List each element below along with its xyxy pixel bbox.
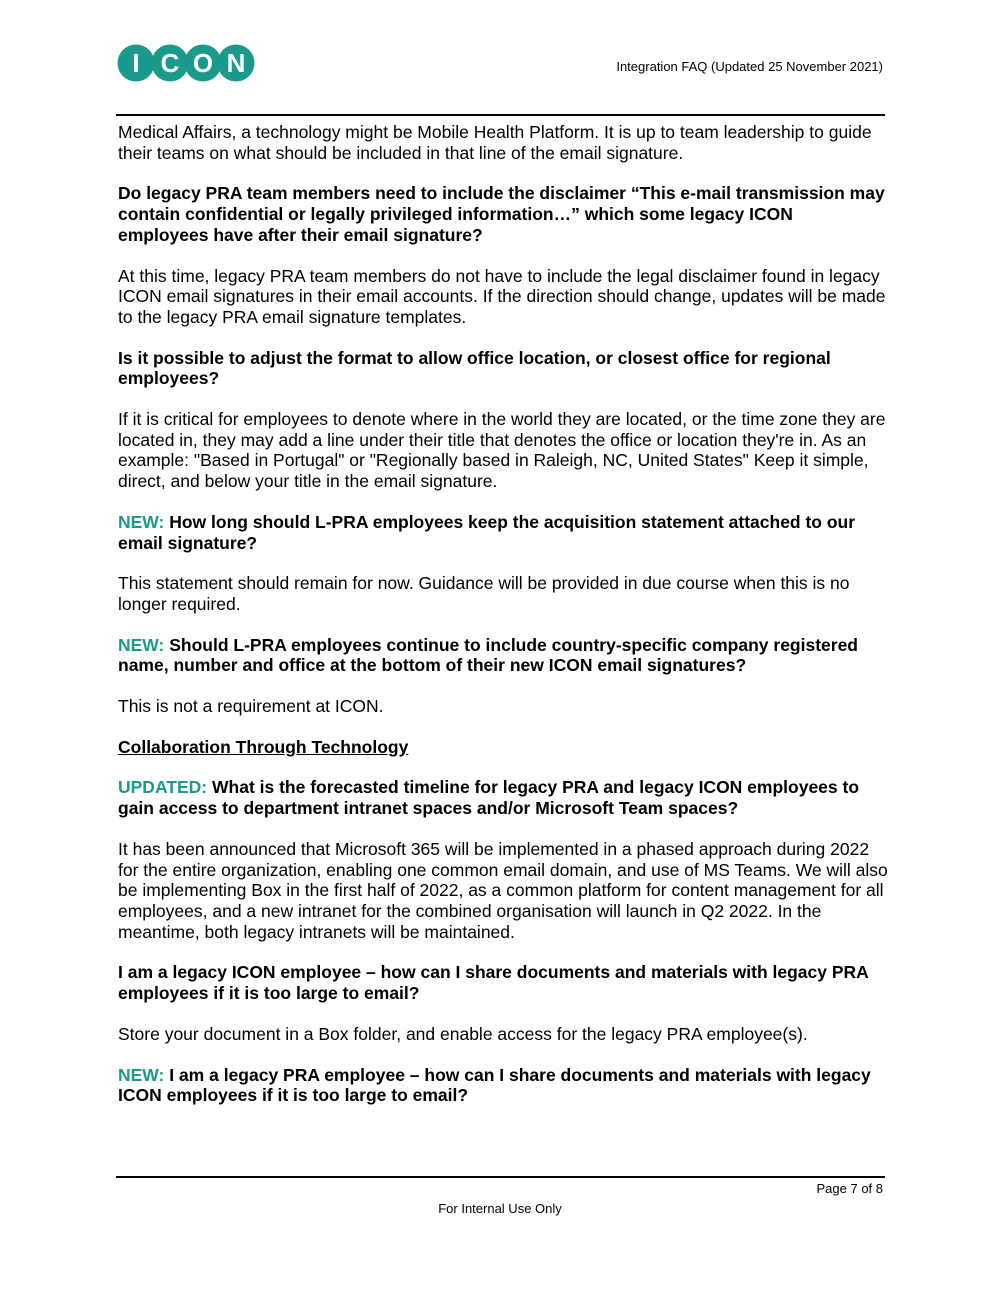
page-content	[118, 122, 888, 1126]
section-heading: Collaboration Through Technology	[118, 736, 409, 757]
question-pra-share-docs	[118, 1065, 888, 1106]
answer-icon-share-docs: Store your document in a Box folder, and enable access for the legacy PRA employee(s).	[118, 1023, 808, 1044]
question-text: I am a legacy PRA employee – how can I share documents and materials with legacy ICON employees if it is too large to email?	[118, 1064, 871, 1106]
header-divider	[116, 114, 885, 116]
new-tag: NEW:	[118, 1064, 165, 1085]
logo-letter: I	[132, 48, 140, 78]
footer-divider	[116, 1176, 885, 1178]
logo-letter: C	[160, 48, 180, 78]
question-disclaimer: Do legacy PRA team members need to include the disclaimer “This e-mail transmission may contain confidential or legally privileged information…” which some legacy ICON employees have after their email signature?	[118, 183, 885, 245]
icon-logo	[117, 44, 255, 82]
question-intranet-timeline	[118, 777, 888, 818]
question-icon-share-docs: I am a legacy ICON employee – how can I share documents and materials with legacy PRA employees if it is too large to email?	[118, 962, 869, 1004]
internal-use-label: For Internal Use Only	[438, 1201, 562, 1216]
question-registered-name	[118, 635, 888, 676]
question-text: Should L-PRA employees continue to include country-specific company registered name, number and office at the bottom of their new ICON email signatures?	[118, 634, 858, 676]
question-acquisition-statement	[118, 512, 888, 553]
answer-office-location: If it is critical for employees to denote where in the world they are located, or the time zone they are located in, they may add a line under their title that denotes the office or location they're in. As an example: "Based in Portugal" or "Regionally based in Raleigh, NC, United States" Keep it simple, direct, and below your title in the email signature.	[118, 409, 886, 492]
page-number: Page 7 of 8	[816, 1181, 883, 1196]
updated-tag: UPDATED:	[118, 777, 208, 798]
answer-intranet-timeline: It has been announced that Microsoft 365 will be implemented in a phased approach during 2022 for the entire organization, enabling one common email domain, and use of MS Teams. We will also be implementing Box in the first half of 2022, as a common platform for content management for all employees, and a new intranet for the combined organisation will launch in Q2 2022. In the meantime, both legacy intranets will be maintained.	[118, 838, 888, 942]
header-title: Integration FAQ (Updated 25 November 2021)	[616, 59, 883, 74]
question-text: What is the forecasted timeline for legacy PRA and legacy ICON employees to gain access to department intranet spaces and/or Microsoft Team spaces?	[118, 777, 860, 819]
answer-acquisition-statement: This statement should remain for now. Guidance will be provided in due course when this is no longer required.	[118, 573, 850, 614]
logo-letter: O	[192, 48, 214, 78]
question-text: How long should L-PRA employees keep the acquisition statement attached to our email signature?	[118, 511, 856, 553]
new-tag: NEW:	[118, 511, 165, 532]
intro-paragraph: Medical Affairs, a technology might be Mobile Health Platform. It is up to team leadership to guide their teams on what should be included in that line of the email signature.	[118, 122, 872, 163]
question-office-location: Is it possible to adjust the format to allow office location, or closest office for regional employees?	[118, 347, 831, 389]
new-tag: NEW:	[118, 634, 165, 655]
answer-disclaimer: At this time, legacy PRA team members do not have to include the legal disclaimer found in legacy ICON email signatures in their email accounts. If the direction should change, updates will be made to the legacy PRA email signature templates.	[118, 265, 886, 327]
logo-letter: N	[226, 48, 246, 78]
answer-registered-name: This is not a requirement at ICON.	[118, 696, 384, 717]
